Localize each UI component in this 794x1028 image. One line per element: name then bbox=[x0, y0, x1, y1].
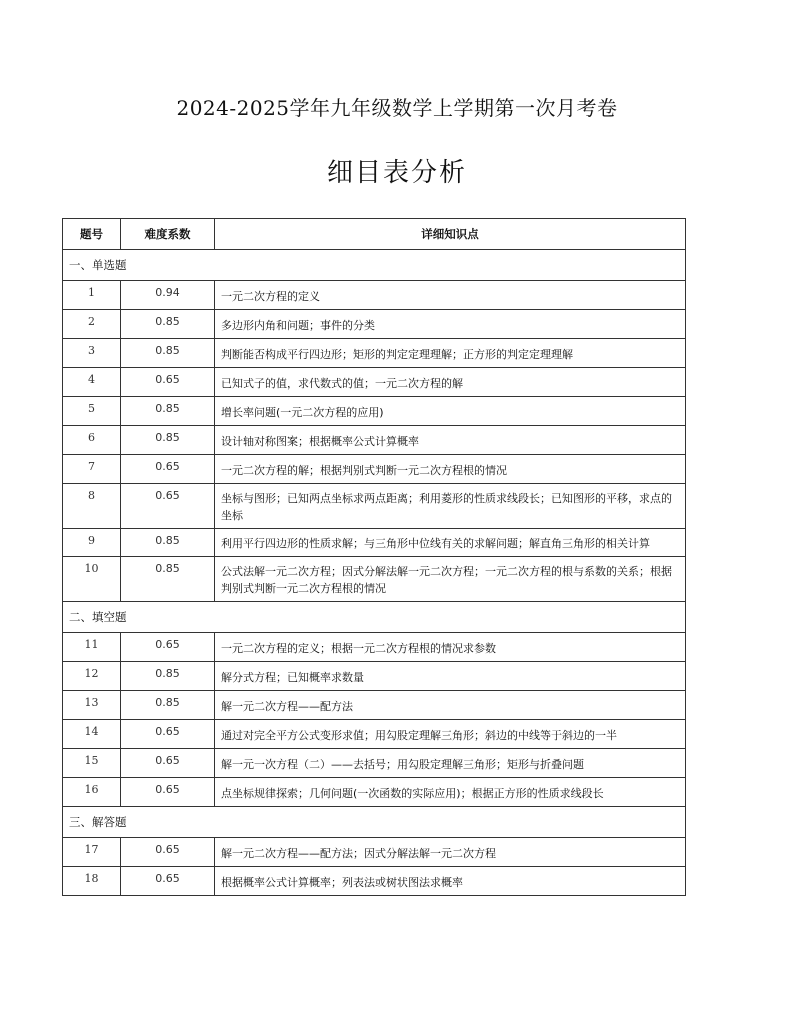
table-row bbox=[63, 455, 686, 484]
difficulty-value: 0.85 bbox=[121, 426, 215, 455]
table-row bbox=[63, 557, 686, 602]
section-header-answer: 三、解答题 bbox=[63, 807, 686, 838]
knowledge-points: 通过对完全平方公式变形求值；用勾股定理解三角形；斜边的中线等于斜边的一半 bbox=[215, 720, 686, 749]
question-number: 12 bbox=[63, 662, 121, 691]
difficulty-value: 0.65 bbox=[121, 455, 215, 484]
question-number: 15 bbox=[63, 749, 121, 778]
question-number: 10 bbox=[63, 557, 121, 602]
table-row bbox=[63, 484, 686, 529]
table-row bbox=[63, 281, 686, 310]
difficulty-value: 0.85 bbox=[121, 529, 215, 557]
difficulty-value: 0.65 bbox=[121, 867, 215, 896]
knowledge-points: 根据概率公式计算概率；列表法或树状图法求概率 bbox=[215, 867, 686, 896]
difficulty-value: 0.65 bbox=[121, 838, 215, 867]
header-difficulty: 难度系数 bbox=[121, 219, 215, 250]
difficulty-value: 0.85 bbox=[121, 662, 215, 691]
difficulty-value: 0.65 bbox=[121, 720, 215, 749]
section-header-single-choice: 一、单选题 bbox=[63, 250, 686, 281]
question-number: 2 bbox=[63, 310, 121, 339]
difficulty-value: 0.85 bbox=[121, 557, 215, 602]
table-row bbox=[63, 397, 686, 426]
knowledge-points: 增长率问题(一元二次方程的应用) bbox=[215, 397, 686, 426]
question-number: 9 bbox=[63, 529, 121, 557]
table-row bbox=[63, 310, 686, 339]
difficulty-value: 0.85 bbox=[121, 691, 215, 720]
header-knowledge-points: 详细知识点 bbox=[215, 219, 686, 250]
question-number: 4 bbox=[63, 368, 121, 397]
question-number: 3 bbox=[63, 339, 121, 368]
knowledge-points: 坐标与图形；已知两点坐标求两点距离；利用菱形的性质求线段长；已知图形的平移，求点的坐标 bbox=[215, 484, 686, 529]
difficulty-value: 0.65 bbox=[121, 778, 215, 807]
knowledge-points: 一元二次方程的定义；根据一元二次方程根的情况求参数 bbox=[215, 633, 686, 662]
difficulty-value: 0.85 bbox=[121, 310, 215, 339]
table-row bbox=[63, 720, 686, 749]
difficulty-value: 0.85 bbox=[121, 397, 215, 426]
question-number: 11 bbox=[63, 633, 121, 662]
difficulty-value: 0.94 bbox=[121, 281, 215, 310]
knowledge-points: 一元二次方程的解；根据判别式判断一元二次方程根的情况 bbox=[215, 455, 686, 484]
knowledge-points: 解一元二次方程——配方法；因式分解法解一元二次方程 bbox=[215, 838, 686, 867]
question-number: 17 bbox=[63, 838, 121, 867]
difficulty-value: 0.85 bbox=[121, 339, 215, 368]
question-number: 7 bbox=[63, 455, 121, 484]
difficulty-value: 0.65 bbox=[121, 484, 215, 529]
knowledge-points: 一元二次方程的定义 bbox=[215, 281, 686, 310]
table-row bbox=[63, 662, 686, 691]
knowledge-points: 解一元一次方程（二）——去括号；用勾股定理解三角形；矩形与折叠问题 bbox=[215, 749, 686, 778]
difficulty-value: 0.65 bbox=[121, 749, 215, 778]
question-number: 5 bbox=[63, 397, 121, 426]
document-subtitle: 细目表分析 bbox=[326, 158, 467, 188]
table-row bbox=[63, 529, 686, 557]
difficulty-value: 0.65 bbox=[121, 633, 215, 662]
knowledge-points: 已知式子的值，求代数式的值；一元二次方程的解 bbox=[215, 368, 686, 397]
question-number: 6 bbox=[63, 426, 121, 455]
knowledge-points: 公式法解一元二次方程；因式分解法解一元二次方程；一元二次方程的根与系数的关系；根据判别式判断一元二次方程根的情况 bbox=[215, 557, 686, 602]
table-header-row bbox=[63, 219, 686, 250]
knowledge-points: 解分式方程；已知概率求数量 bbox=[215, 662, 686, 691]
table-row bbox=[63, 691, 686, 720]
knowledge-points: 多边形内角和问题；事件的分类 bbox=[215, 310, 686, 339]
knowledge-points: 点坐标规律探索；几何问题(一次函数的实际应用)；根据正方形的性质求线段长 bbox=[215, 778, 686, 807]
knowledge-points: 利用平行四边形的性质求解；与三角形中位线有关的求解问题；解直角三角形的相关计算 bbox=[215, 529, 686, 557]
table-row bbox=[63, 749, 686, 778]
header-question-number: 题号 bbox=[63, 219, 121, 250]
knowledge-points: 设计轴对称图案；根据概率公式计算概率 bbox=[215, 426, 686, 455]
question-number: 1 bbox=[63, 281, 121, 310]
table-row bbox=[63, 867, 686, 896]
table-row bbox=[63, 426, 686, 455]
table-row bbox=[63, 778, 686, 807]
document-title: 2024-2025学年九年级数学上学期第一次月考卷 bbox=[176, 96, 618, 120]
question-number: 14 bbox=[63, 720, 121, 749]
table-row bbox=[63, 339, 686, 368]
table-row bbox=[63, 633, 686, 662]
section-header-fill-in: 二、填空题 bbox=[63, 602, 686, 633]
question-number: 13 bbox=[63, 691, 121, 720]
question-number: 16 bbox=[63, 778, 121, 807]
question-number: 8 bbox=[63, 484, 121, 529]
difficulty-value: 0.65 bbox=[121, 368, 215, 397]
table-row bbox=[63, 368, 686, 397]
table-row bbox=[63, 838, 686, 867]
question-number: 18 bbox=[63, 867, 121, 896]
analysis-table bbox=[62, 218, 686, 896]
knowledge-points: 解一元二次方程——配方法 bbox=[215, 691, 686, 720]
knowledge-points: 判断能否构成平行四边形；矩形的判定定理理解；正方形的判定定理理解 bbox=[215, 339, 686, 368]
